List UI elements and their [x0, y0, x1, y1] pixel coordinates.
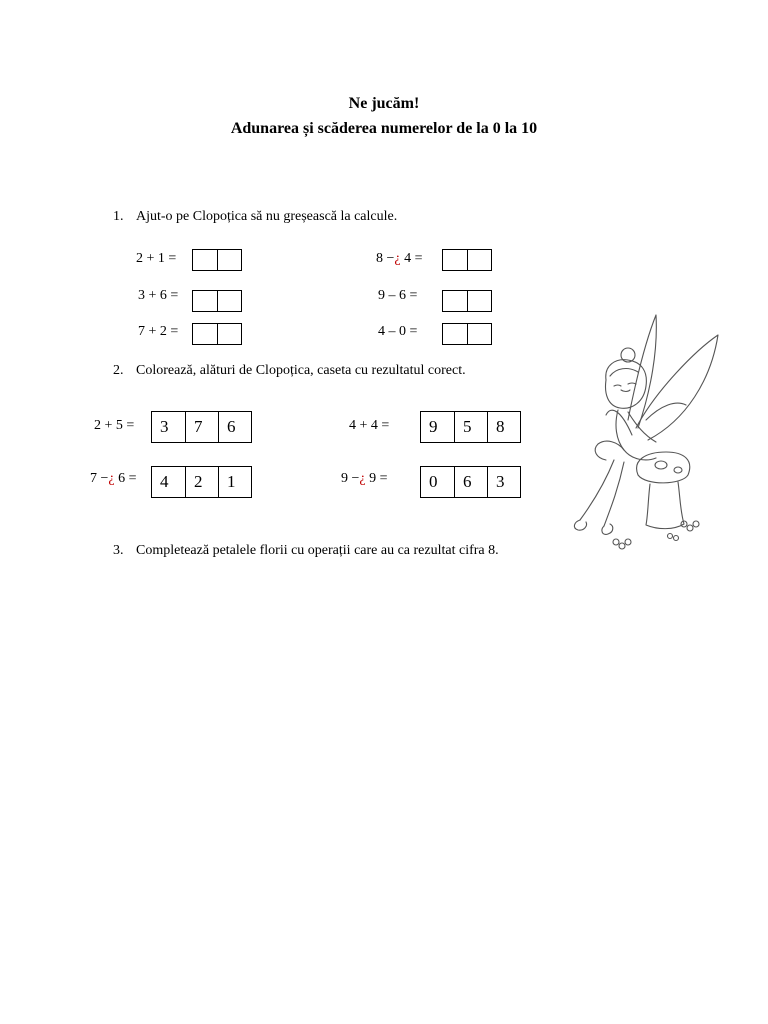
ex1-equation-right-1: 8 −¿ 4 =	[376, 251, 423, 266]
ex2-choice-box-4	[420, 466, 521, 498]
ex2-equation-1: 2 + 5 =	[94, 418, 135, 433]
tinkerbell-fairy-icon	[566, 310, 726, 560]
ex1-answer-box-left-2[interactable]	[192, 290, 242, 312]
ex3-number: 3.	[113, 543, 124, 558]
ex1-answer-box-left-3[interactable]	[192, 323, 242, 345]
ex1-equation-right-2: 9 – 6 =	[378, 288, 418, 303]
ex1-answer-box-right-2[interactable]	[442, 290, 492, 312]
ex2-instruction: Colorează, alături de Clopoțica, caseta cu rezultatul corect.	[136, 363, 466, 378]
ex2-equation-4: 9 −¿ 9 =	[341, 471, 388, 486]
ex2-number: 2.	[113, 363, 124, 378]
ex1-answer-box-right-1[interactable]	[442, 249, 492, 271]
ex2-choice-cell[interactable]: 6	[218, 412, 251, 442]
page-title: Ne jucăm!	[348, 95, 420, 112]
ex2-choice-cell[interactable]: 6	[454, 467, 487, 497]
ex2-choice-cell[interactable]: 3	[160, 417, 169, 436]
ex2-equation-3: 7 −¿ 6 =	[90, 471, 137, 486]
ex2-choice-cell[interactable]: 0	[429, 472, 438, 491]
ex2-choice-cell[interactable]: 3	[487, 467, 520, 497]
ex2-choice-cell[interactable]: 8	[487, 412, 520, 442]
ex2-choice-box-2	[420, 411, 521, 443]
ex2-choice-cell[interactable]: 9	[429, 417, 438, 436]
ex1-number: 1.	[113, 209, 124, 224]
ex1-answer-box-left-1[interactable]	[192, 249, 242, 271]
ex2-choice-cell[interactable]: 4	[160, 472, 169, 491]
ex2-choice-cell[interactable]: 7	[185, 412, 218, 442]
ex2-equation-2: 4 + 4 =	[349, 418, 390, 433]
ex2-choice-cell[interactable]: 5	[454, 412, 487, 442]
page-subtitle: Adunarea și scăderea numerelor de la 0 la 10	[230, 120, 538, 137]
ex2-choice-cell[interactable]: 2	[185, 467, 218, 497]
ex1-instruction: Ajut-o pe Clopoțica să nu greșească la calcule.	[136, 209, 398, 224]
ex1-equation-right-3: 4 – 0 =	[378, 324, 418, 339]
ex2-choice-cell[interactable]: 1	[218, 467, 251, 497]
ex2-choice-box-1	[151, 411, 252, 443]
ex1-equation-left-1: 2 + 1 =	[136, 251, 177, 266]
ex3-instruction: Completează petalele florii cu operații care au ca rezultat cifra 8.	[136, 543, 499, 558]
ex1-equation-left-2: 3 + 6 =	[138, 288, 179, 303]
ex2-choice-box-3	[151, 466, 252, 498]
ex1-equation-left-3: 7 + 2 =	[138, 324, 179, 339]
ex1-answer-box-right-3[interactable]	[442, 323, 492, 345]
